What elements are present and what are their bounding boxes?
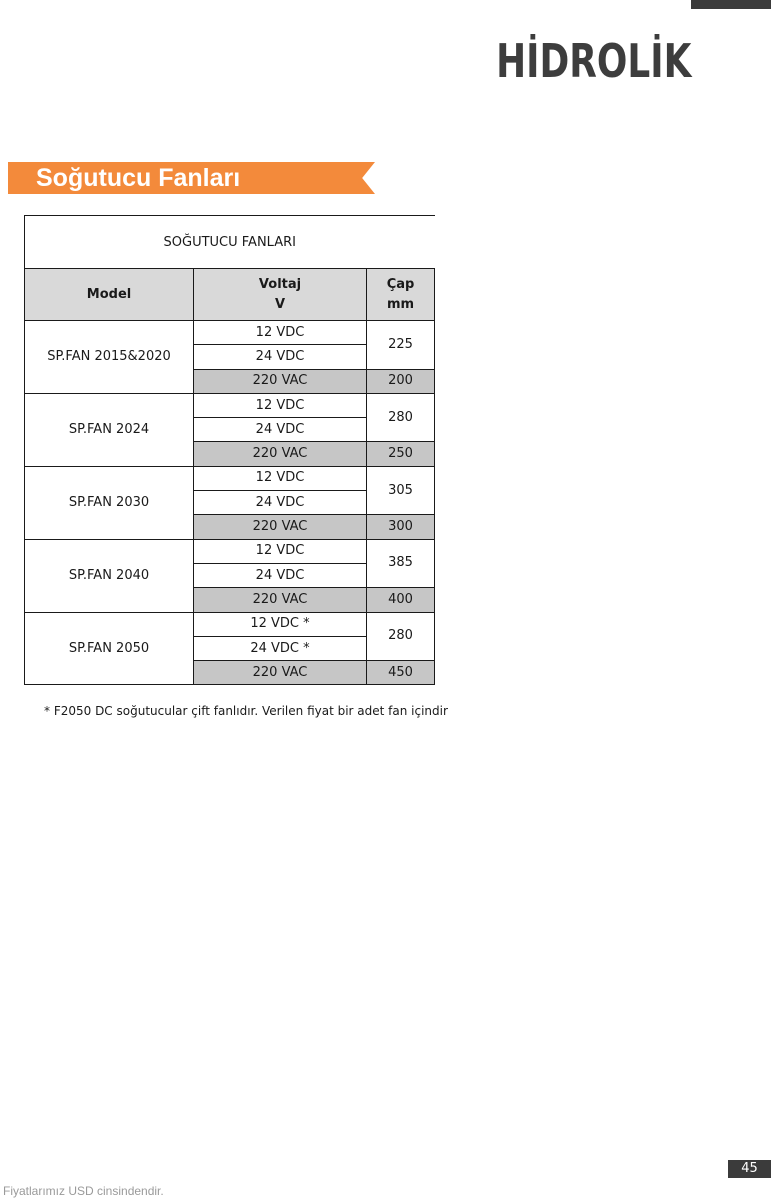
voltage-cell: 12 VDC — [194, 466, 367, 490]
diameter-cell: 305 — [367, 466, 435, 515]
diameter-cell: 450 — [367, 661, 435, 685]
voltage-cell: 220 VAC — [194, 588, 367, 612]
diameter-cell: 200 — [367, 369, 435, 393]
brand-title: HİDROLİK — [495, 34, 691, 88]
voltage-cell: 24 VDC — [194, 418, 367, 442]
diameter-cell: 250 — [367, 442, 435, 466]
voltage-cell: 24 VDC — [194, 345, 367, 369]
header-voltage-unit: V — [274, 296, 286, 312]
voltage-cell: 12 VDC — [194, 321, 367, 345]
header-model-label: Model — [86, 286, 132, 302]
diameter-cell: 280 — [367, 612, 435, 661]
table-row — [25, 393, 435, 417]
voltage-cell: 12 VDC * — [194, 612, 367, 636]
table-row — [25, 466, 435, 490]
header-voltage-label: Voltaj — [258, 276, 302, 292]
voltage-cell: 24 VDC — [194, 491, 367, 515]
table-body — [25, 321, 435, 685]
model-cell: SP.FAN 2015&2020 — [25, 321, 194, 394]
model-cell: SP.FAN 2024 — [25, 393, 194, 466]
table-row — [25, 321, 435, 345]
diameter-cell: 385 — [367, 539, 435, 588]
header-model — [25, 269, 194, 321]
model-cell: SP.FAN 2050 — [25, 612, 194, 685]
diameter-cell: 225 — [367, 321, 435, 370]
voltage-cell: 24 VDC * — [194, 636, 367, 660]
table-row — [25, 539, 435, 563]
footnote: * F2050 DC soğutucular çift fanlıdır. Verilen fiyat bir adet fan içindir — [44, 704, 448, 718]
voltage-cell: 220 VAC — [194, 661, 367, 685]
top-corner-bar — [691, 0, 771, 9]
fan-spec-table — [24, 215, 435, 685]
table-caption: SOĞUTUCU FANLARI — [25, 216, 435, 269]
table-row — [25, 612, 435, 636]
header-diameter-unit: mm — [386, 296, 415, 312]
header-diameter-label: Çap — [386, 276, 415, 292]
voltage-cell: 12 VDC — [194, 539, 367, 563]
model-cell: SP.FAN 2030 — [25, 466, 194, 539]
model-cell: SP.FAN 2040 — [25, 539, 194, 612]
header-voltage — [194, 269, 367, 321]
voltage-cell: 24 VDC — [194, 563, 367, 587]
section-title: Soğutucu Fanları — [36, 164, 241, 192]
voltage-cell: 220 VAC — [194, 442, 367, 466]
diameter-cell: 400 — [367, 588, 435, 612]
voltage-cell: 220 VAC — [194, 369, 367, 393]
page-number: 45 — [728, 1160, 771, 1178]
currency-note: Fiyatlarımız USD cinsindendir. — [3, 1184, 164, 1198]
voltage-cell: 12 VDC — [194, 393, 367, 417]
diameter-cell: 300 — [367, 515, 435, 539]
header-diameter — [367, 269, 435, 321]
voltage-cell: 220 VAC — [194, 515, 367, 539]
diameter-cell: 280 — [367, 393, 435, 442]
